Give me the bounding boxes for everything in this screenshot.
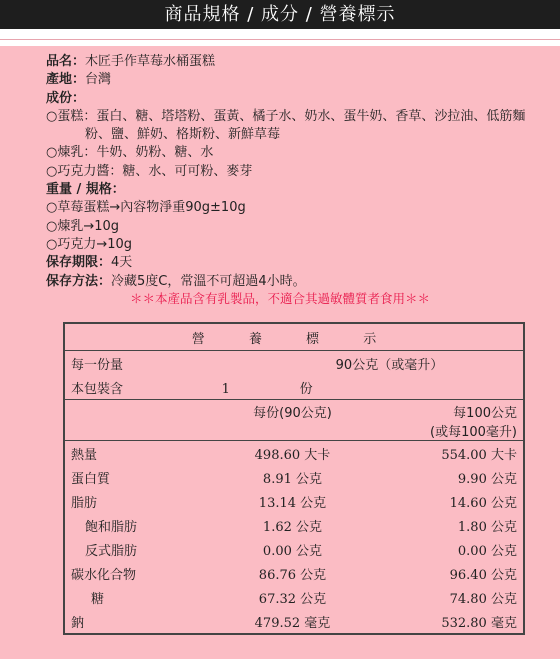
per100-unit: 公克: [490, 567, 517, 583]
cake-ingredients-line1: ○蛋糕：蛋白、糖、塔塔粉、蛋黃、橘子水、奶水、蛋牛奶、香草、沙拉油、低筋麵: [46, 108, 526, 124]
origin-row: 產地：台灣: [46, 72, 112, 88]
per100-unit: 公克: [490, 543, 517, 559]
nutrient-label: 熱量: [64, 441, 216, 466]
servings-unit: 份: [299, 381, 313, 397]
per-serving-unit: 大卡: [304, 447, 331, 463]
table-row: [64, 489, 524, 513]
nutrient-label: 脂肪: [71, 495, 98, 511]
storage-row: 保存方法：冷藏5度C，常溫不可超過4小時。: [46, 273, 306, 289]
per100-value: 74.80: [449, 591, 487, 607]
serving-label: 每一份量: [71, 357, 124, 373]
nutrient-label: 鈉: [71, 615, 85, 631]
per100-unit: 大卡: [490, 447, 517, 463]
product-info: [46, 53, 551, 291]
condensed-milk-ingredients: ○煉乳：牛奶、奶粉、糖、水: [46, 145, 214, 161]
per100-value: 0.00: [457, 543, 487, 559]
per100-value: 532.80: [441, 615, 487, 631]
table-row: [64, 465, 524, 489]
per-serving-unit: 毫克: [304, 615, 331, 631]
per-serving-unit: 公克: [296, 519, 323, 535]
divider: [0, 39, 560, 40]
col-per100-line2: (或每100毫升): [430, 425, 517, 440]
per100-value: 1.80: [457, 519, 487, 535]
servings-label: 本包裝含: [71, 381, 124, 397]
nutrient-label: 碳水化合物: [71, 567, 137, 583]
nutrient-label: 反式脂肪: [85, 543, 138, 559]
weight-milk: ○煉乳→10g: [46, 218, 120, 234]
per-serving-unit: 公克: [296, 543, 323, 559]
per100-value: 554.00: [441, 447, 487, 463]
nutrition-title: 營 養 標 示: [64, 323, 524, 351]
cake-ingredients-line2: 粉、鹽、鮮奶、格斯粉、新鮮草莓: [85, 127, 281, 143]
per-serving-unit: 公克: [300, 495, 327, 511]
servings-value: 1: [221, 381, 230, 397]
ingredients-heading: 成份：: [46, 90, 86, 106]
nutrient-label: 飽和脂肪: [85, 519, 138, 535]
per-serving-value: 8.91: [262, 471, 292, 487]
weight-heading: 重量 / 規格：: [46, 182, 125, 198]
per-serving-value: 498.60: [254, 447, 301, 463]
nutrient-label: 糖: [91, 591, 105, 607]
table-row: [64, 585, 524, 609]
shelf-life-row: 保存期限：4天: [46, 255, 133, 271]
per-serving-unit: 公克: [296, 471, 323, 487]
chocolate-ingredients: ○巧克力醬：糖、水、可可粉、麥芽: [46, 163, 253, 179]
col-per100-line1: 每100公克: [453, 406, 517, 421]
table-row: [64, 441, 524, 466]
per100-unit: 公克: [490, 495, 517, 511]
per100-value: 9.90: [457, 471, 487, 487]
per100-value: 14.60: [449, 495, 487, 511]
allergy-warning: ＊＊本產品含有乳製品，不適合其過敏體質者食用＊＊: [129, 291, 430, 306]
per-serving-value: 479.52: [254, 615, 301, 631]
table-row: [64, 609, 524, 634]
nutrient-label: 蛋白質: [71, 471, 111, 487]
per-serving-unit: 公克: [300, 567, 327, 583]
serving-value: 90公克（或毫升）: [335, 357, 444, 373]
per-serving-unit: 公克: [300, 591, 327, 607]
table-row: [64, 561, 524, 585]
weight-cake: ○草莓蛋糕→內容物淨重90g±10g: [46, 200, 246, 216]
per-serving-value: 67.32: [258, 591, 297, 607]
nutrition-table: [63, 322, 525, 635]
col-per-serving: 每份(90公克): [216, 400, 370, 441]
weight-chocolate: ○巧克力→10g: [46, 236, 133, 252]
table-row: [64, 513, 524, 537]
table-row: [64, 537, 524, 561]
name-row: 品名：木匠手作草莓水桶蛋糕: [46, 54, 216, 69]
per-serving-value: 13.14: [258, 495, 297, 511]
per100-unit: 毫克: [490, 615, 517, 631]
per100-unit: 公克: [490, 519, 517, 535]
per-serving-value: 0.00: [262, 543, 292, 559]
per-serving-value: 86.76: [258, 567, 297, 583]
per100-unit: 公克: [490, 591, 517, 607]
per100-unit: 公克: [490, 471, 517, 487]
per100-value: 96.40: [449, 567, 487, 583]
section-banner: 商品規格 / 成分 / 營養標示: [0, 0, 560, 29]
nutrition-rows: [64, 441, 524, 635]
per-serving-value: 1.62: [262, 519, 292, 535]
